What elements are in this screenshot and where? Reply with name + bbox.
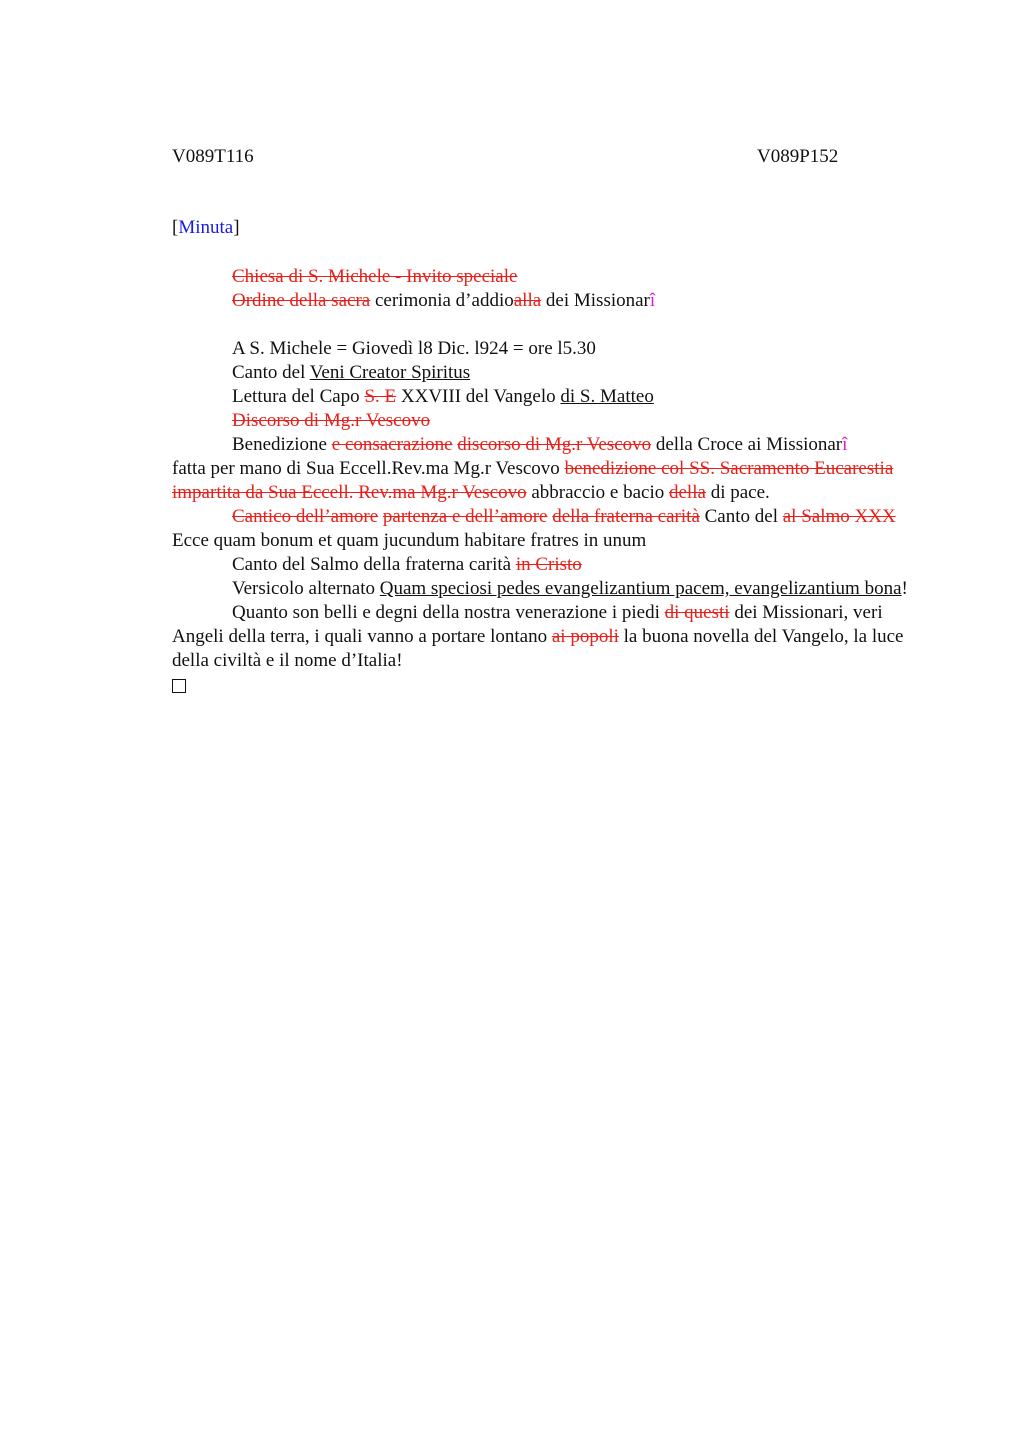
end-box-icon [172,679,186,693]
salmo-line: Canto del Salmo della fraterna carità in Cristo [232,554,582,575]
versicolo-paragraph: Versicolo alternato Quam speciosi pedes evangelizantium pacem, evangelizantium bona! [232,578,908,599]
minuta-label: [Minuta] [172,217,240,238]
date-line: A S. Michele = Giovedì l8 Dic. l924 = ore l5.30 [232,338,596,359]
document-body [172,265,924,700]
document-code-right: V089P152 [757,146,839,167]
canto-veni-line: Canto del Veni Creator Spiritus [232,362,471,383]
cantico-paragraph: Cantico dell’amore partenza e dell’amore della fraterna carità Canto del al Salmo XXX Ecce quam bonum et quam jucundum habitare fratres in unum [172,506,896,551]
title-line-2: Ordine della sacra cerimonia d’addioalla dei Missionarî [232,290,656,311]
discorso-line: Discorso di Mg.r Vescovo [232,410,431,431]
quanto-paragraph: Quanto son belli e degni della nostra venerazione i piedi di questi dei Missionari, veri Angeli della terra, i quali vanno a portare lontano ai popoli la buona novella del Vangelo, la luce della civiltà e il nome d’Italia! [172,602,904,671]
lettura-line: Lettura del Capo S. E XXVIII del Vangelo di S. Matteo [232,386,654,407]
minuta-word: Minuta [178,217,234,238]
document-code-left: V089T116 [172,146,254,167]
benedizione-paragraph: Benedizione e consacrazione discorso di Mg.r Vescovo della Croce ai Missionarî fatta per mano di Sua Eccell.Rev.ma Mg.r Vescovo benedizione col SS. Sacramento Eucarestia impartita da Sua Eccell. Rev.ma Mg.r Vescovo abbraccio e bacio della di pace. [172,434,894,503]
title-line-1: Chiesa di S. Michele - Invito speciale [232,266,518,287]
